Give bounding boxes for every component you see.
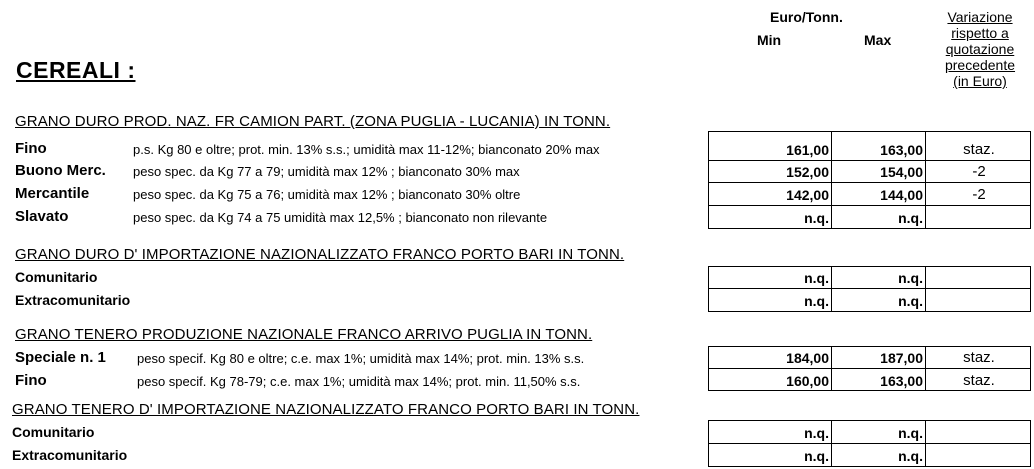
table-rule: [925, 420, 926, 466]
min-price: n.q.: [804, 425, 829, 441]
table-rule: [925, 346, 926, 390]
max-price: 144,00: [880, 187, 923, 203]
page-title: CEREALI :: [16, 57, 136, 83]
section-title-grano-tenero-import: GRANO TENERO D' IMPORTAZIONE NAZIONALIZZATO FRANCO PORTO BARI IN TONN.: [12, 401, 640, 418]
min-price: 160,00: [786, 373, 829, 389]
row-description: peso spec. da Kg 75 a 76; umidità max 12% ; bianconato 30% oltre: [133, 187, 521, 202]
table-rule: [708, 266, 709, 311]
min-price: n.q.: [804, 293, 829, 309]
row-name: Mercantile: [15, 185, 90, 202]
row-name: Fino: [15, 140, 47, 157]
row-description: peso spec. da Kg 74 a 75 umidità max 12,5% ; bianconato non rilevante: [133, 210, 548, 225]
min-price: 184,00: [786, 350, 829, 366]
section-title-grano-duro-naz: GRANO DURO PROD. NAZ. FR CAMION PART. (ZONA PUGLIA - LUCANIA) IN TONN.: [15, 113, 611, 130]
table-rule: [708, 205, 1031, 206]
min-price: 152,00: [786, 164, 829, 180]
row-name: Extracomunitario: [12, 447, 128, 463]
unit-header: Euro/Tonn.: [770, 9, 843, 25]
row-name: Comunitario: [15, 269, 98, 285]
min-price: n.q.: [804, 448, 829, 464]
row-description: peso specif. Kg 80 e oltre; c.e. max 1%; umidità max 14%; prot. min. 13% s.s.: [137, 351, 585, 366]
table-rule: [708, 390, 1031, 391]
table-rule: [831, 131, 832, 228]
row-name: Buono Merc.: [15, 162, 106, 179]
max-price: 163,00: [880, 373, 923, 389]
min-price: 142,00: [786, 187, 829, 203]
max-price: 154,00: [880, 164, 923, 180]
variation-value: -2: [972, 163, 986, 180]
table-rule: [925, 131, 926, 228]
max-column-header: Max: [864, 32, 892, 48]
max-price: n.q.: [898, 425, 923, 441]
section-title-grano-duro-import: GRANO DURO D' IMPORTAZIONE NAZIONALIZZATO FRANCO PORTO BARI IN TONN.: [15, 246, 625, 263]
row-name: Extracomunitario: [15, 292, 131, 308]
max-price: n.q.: [898, 448, 923, 464]
table-rule: [708, 346, 709, 390]
variation-value: -2: [972, 186, 986, 203]
table-rule: [708, 420, 1031, 421]
table-rule: [708, 131, 1031, 132]
max-price: 163,00: [880, 142, 923, 158]
min-price: 161,00: [786, 142, 829, 158]
table-rule: [708, 420, 709, 466]
table-rule: [831, 420, 832, 466]
variation-column-header: Variazione rispetto a quotazione precedente (in Euro): [944, 9, 1016, 89]
table-rule: [1030, 346, 1031, 390]
variation-value: staz.: [963, 349, 995, 366]
min-price: n.q.: [804, 270, 829, 286]
table-rule: [708, 311, 1031, 312]
row-description: p.s. Kg 80 e oltre; prot. min. 13% s.s.; umidità max 11-12%; bianconato 20% max: [133, 142, 600, 157]
variation-value: staz.: [963, 372, 995, 389]
table-rule: [1030, 266, 1031, 311]
row-name: Fino: [15, 372, 47, 389]
row-name: Comunitario: [12, 424, 95, 440]
table-rule: [708, 228, 1031, 229]
table-rule: [831, 266, 832, 311]
row-name: Speciale n. 1: [15, 349, 106, 366]
min-price: n.q.: [804, 210, 829, 226]
row-name: Slavato: [15, 208, 69, 225]
max-price: n.q.: [898, 210, 923, 226]
table-rule: [708, 160, 1031, 161]
row-description: peso specif. Kg 78-79; c.e. max 1%; umidità max 14%; prot. min. 11,50% s.s.: [137, 374, 581, 389]
table-rule: [708, 266, 1031, 267]
table-rule: [831, 346, 832, 390]
min-column-header: Min: [757, 32, 782, 48]
section-title-grano-tenero-naz: GRANO TENERO PRODUZIONE NAZIONALE FRANCO ARRIVO PUGLIA IN TONN.: [15, 326, 593, 343]
max-price: 187,00: [880, 350, 923, 366]
table-rule: [1030, 131, 1031, 228]
max-price: n.q.: [898, 293, 923, 309]
max-price: n.q.: [898, 270, 923, 286]
row-description: peso spec. da Kg 77 a 79; umidità max 12% ; bianconato 30% max: [133, 164, 520, 179]
table-rule: [708, 288, 1031, 289]
table-rule: [708, 443, 1031, 444]
table-rule: [708, 131, 709, 228]
table-rule: [708, 368, 1031, 369]
table-rule: [708, 466, 1031, 467]
variation-value: staz.: [963, 141, 995, 158]
table-rule: [708, 182, 1031, 183]
table-rule: [925, 266, 926, 311]
table-rule: [708, 346, 1031, 347]
table-rule: [1030, 420, 1031, 466]
